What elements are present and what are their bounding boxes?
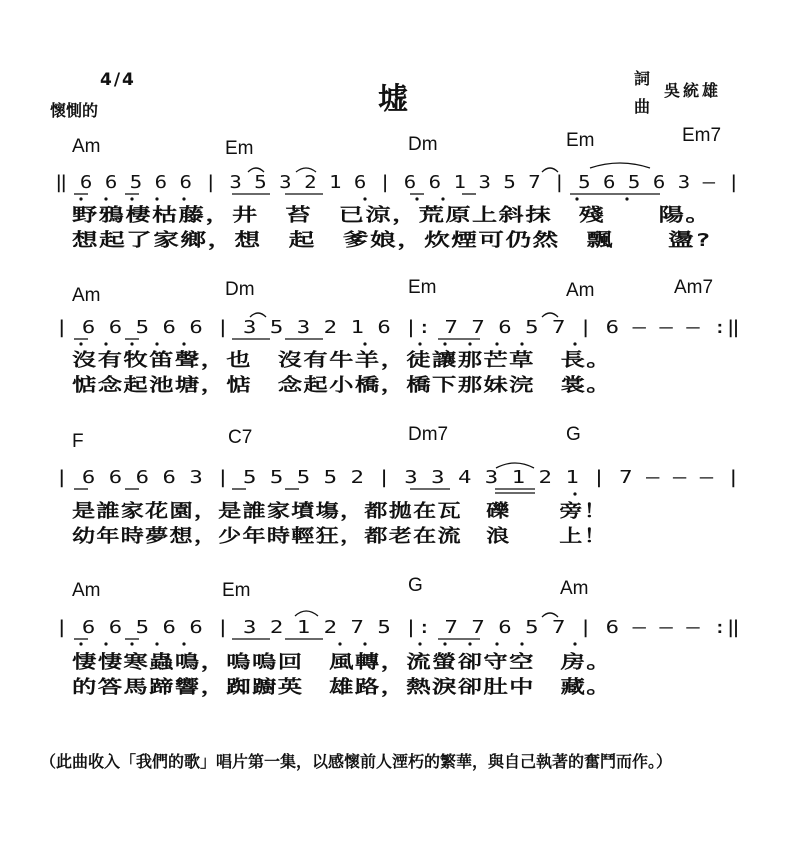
chord: Am (72, 136, 101, 157)
chord: Am (560, 578, 589, 599)
footnote: （此曲收入「我們的歌」唱片第一集，以感懷前人湮朽的繁華，與自己執著的奮鬥而作。） (40, 752, 673, 771)
octave-dots (573, 492, 576, 495)
notation-line: ‖ 6 6 5 6 6 | 3 5 3 2 1 6 | 6 6 1 3 5 7 | 5 6 5 6 3 — | (55, 172, 740, 193)
chord: Em (408, 277, 437, 298)
lyric-line: 惦念起池塘，惦 念起小橋，橋下那妹浣 裳。 (72, 375, 471, 396)
chord: Em (566, 130, 595, 151)
chord: C7 (228, 427, 253, 448)
chord: G (566, 424, 581, 445)
chord: Dm7 (408, 424, 449, 445)
notation-line: | 6 6 6 6 3 | 5 5 5 5 2 | 3 3 4 3 1 2 1 | 7 — — — | (55, 467, 740, 488)
chord: Am7 (674, 277, 714, 298)
lyric-line: 是誰家花園，是誰家墳塲，都拋在瓦 礫 旁！ (72, 501, 490, 522)
chord: Am (72, 285, 101, 306)
chord: Dm (225, 279, 255, 300)
lyric-line: 幼年時夢想，少年時輕狂，都老在流 浪 上！ (72, 526, 490, 547)
octave-dots (79, 342, 576, 345)
lyricist-label: 詞 (634, 69, 651, 88)
song-title: 墟 (378, 82, 408, 117)
octave-dots (79, 197, 628, 200)
chord: Em7 (682, 125, 722, 146)
lyric-line: 悽悽寒蟲鳴，嗚嗚回 風轉，流螢卻守空 房。 (72, 652, 471, 673)
chord: F (72, 431, 84, 452)
chord: Dm (408, 134, 438, 155)
chord: Am (566, 280, 595, 301)
lyric-line: 的答馬蹄響，踟躕英 雄路，熱淚卻肚中 藏。 (72, 677, 471, 698)
lyric-line: 沒有牧笛聲，也 沒有牛羊，徒讓那芒草 長。 (72, 350, 471, 371)
chord: G (408, 575, 423, 596)
lyric-line: 想起了家鄉，想 起 爹娘，炊煙可仍然 飄 盪? (72, 230, 521, 251)
octave-dots (79, 642, 576, 645)
notation-line: | 6 6 5 6 6 | 3 2 1 2 7 5 |: 7 7 6 5 7 | 6 — — — :‖ (55, 617, 740, 638)
notation-line: | 6 6 5 6 6 | 3 5 3 2 1 6 |: 7 7 6 5 7 | 6 — — — :‖ (55, 317, 740, 338)
lyric-line: 野鴉棲枯藤，井 苔 已涼，荒原上斜抹 殘 陽。 (72, 205, 528, 226)
chord: Em (225, 138, 254, 159)
time-signature: 4/4 (100, 70, 136, 90)
composer-label: 曲 (634, 97, 651, 116)
tempo-marking: 懷惻的 (50, 101, 99, 120)
author-name: 吳統雄 (664, 81, 722, 100)
chord: Am (72, 580, 101, 601)
chord: Em (222, 580, 251, 601)
